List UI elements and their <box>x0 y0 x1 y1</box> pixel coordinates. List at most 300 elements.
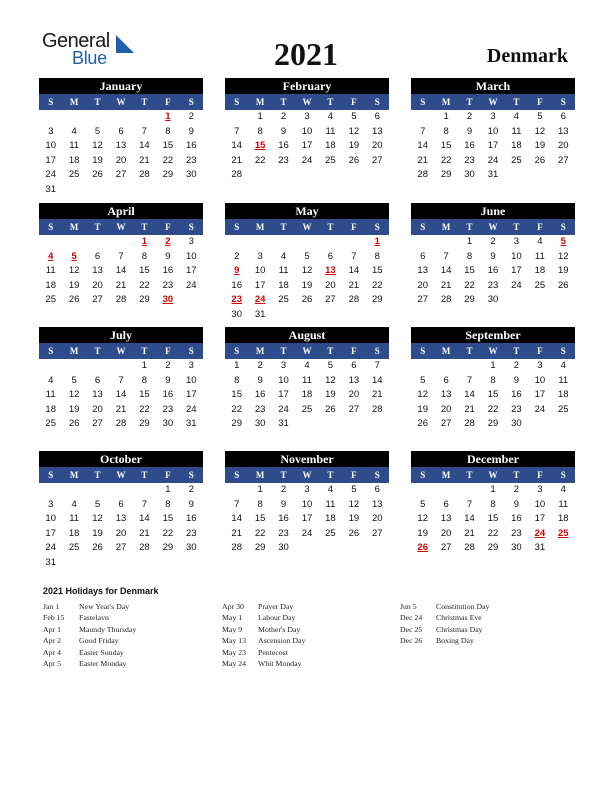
weekday-label: M <box>69 470 79 480</box>
day-cell: 29 <box>487 418 499 429</box>
week-row <box>411 512 575 527</box>
day-cell: 6 <box>374 111 380 122</box>
day-cell <box>528 168 551 183</box>
day-cell: 17 <box>487 140 499 151</box>
day-cell <box>86 359 109 374</box>
day-cell: 27 <box>440 542 452 553</box>
day-cell <box>180 293 203 308</box>
day-cell: 4 <box>280 250 287 262</box>
day-cell: 2 <box>280 484 287 495</box>
day-cell: 26 <box>92 542 103 553</box>
day-cell: 19 <box>325 389 336 400</box>
day-cell: 8 <box>165 125 171 137</box>
day-cell: 7 <box>466 374 473 386</box>
day-cell: 5 <box>560 236 566 247</box>
day-cell: 1 <box>257 111 263 122</box>
day-cell: 7 <box>141 498 148 510</box>
day-cell: 2 <box>188 111 194 122</box>
day-cell <box>458 483 481 498</box>
day-cell: 26 <box>417 418 428 429</box>
day-cell: 25 <box>557 527 569 539</box>
day-cell <box>180 556 203 571</box>
day-cell: 31 <box>45 183 56 195</box>
day-cell: 22 <box>487 527 499 539</box>
weekday-label: F <box>351 97 357 107</box>
day-cell: 6 <box>327 250 334 262</box>
day-cell: 30 <box>254 418 266 429</box>
month-november <box>225 451 389 556</box>
day-cell: 22 <box>254 154 266 166</box>
day-cell: 7 <box>420 125 426 137</box>
weekday-label: S <box>234 346 240 356</box>
day-cell <box>272 235 295 250</box>
day-cell <box>434 235 457 250</box>
day-cell: 11 <box>558 498 569 510</box>
day-cell: 27 <box>440 418 452 429</box>
holiday-date: Apr 30 <box>222 602 244 611</box>
day-cell: 7 <box>141 125 148 137</box>
day-cell: 3 <box>188 360 194 371</box>
day-cell: 22 <box>139 403 150 415</box>
day-cell: 21 <box>115 403 127 415</box>
weekday-label: F <box>351 222 357 232</box>
day-cell <box>295 308 318 323</box>
day-cell: 20 <box>92 403 103 415</box>
day-cell: 26 <box>557 279 569 291</box>
day-cell: 29 <box>139 294 150 305</box>
day-cell: 21 <box>115 279 127 291</box>
week-row <box>225 417 389 432</box>
day-cell: 4 <box>71 125 77 137</box>
weekday-label: M <box>441 97 451 107</box>
day-cell <box>109 483 132 498</box>
day-cell: 22 <box>139 279 150 291</box>
weekday-label: W <box>302 222 312 232</box>
day-cell: 30 <box>487 294 499 305</box>
day-cell: 30 <box>511 418 522 429</box>
weekday-label: S <box>234 97 240 107</box>
day-cell: 4 <box>304 360 310 371</box>
day-cell: 3 <box>513 236 520 247</box>
day-cell: 1 <box>165 111 171 122</box>
weekday-label: S <box>188 346 194 356</box>
day-cell: 26 <box>348 154 360 166</box>
day-cell: 5 <box>537 111 543 122</box>
day-cell: 14 <box>115 265 127 276</box>
day-cell: 10 <box>534 374 546 386</box>
weekday-label: T <box>513 97 520 107</box>
day-cell <box>109 556 132 571</box>
day-cell: 16 <box>464 140 475 151</box>
week-row <box>39 168 203 183</box>
weekday-header <box>411 94 575 110</box>
day-cell: 11 <box>278 265 289 276</box>
day-cell: 19 <box>417 403 428 415</box>
holiday-column <box>400 601 570 647</box>
holiday-date: Dec 26 <box>400 636 423 646</box>
day-cell: 28 <box>139 169 150 180</box>
day-cell: 18 <box>45 279 56 291</box>
day-cell <box>133 183 156 198</box>
month-title: June <box>411 203 575 219</box>
weekday-label: S <box>188 222 194 232</box>
logo-text-general: General <box>42 30 110 52</box>
day-cell: 28 <box>115 294 127 305</box>
day-cell: 23 <box>511 403 522 415</box>
weekday-header <box>225 219 389 235</box>
weekday-label: M <box>441 222 451 232</box>
holiday-name: Easter Sunday <box>79 647 124 657</box>
day-cell: 12 <box>417 513 428 524</box>
day-cell: 25 <box>68 169 80 180</box>
week-row <box>225 527 389 542</box>
week-row <box>39 483 203 498</box>
day-cell: 13 <box>371 125 383 137</box>
week-row <box>225 403 389 418</box>
day-cell: 18 <box>557 389 569 400</box>
day-cell: 8 <box>443 125 449 137</box>
day-cell: 8 <box>165 498 171 510</box>
day-cell: 14 <box>417 140 428 151</box>
day-cell <box>133 556 156 571</box>
day-cell: 21 <box>231 154 242 166</box>
weekday-label: M <box>255 222 265 232</box>
day-cell: 24 <box>185 279 197 291</box>
day-cell <box>39 483 62 498</box>
day-cell: 21 <box>440 279 452 291</box>
weekday-label: S <box>48 222 54 232</box>
day-cell: 9 <box>188 498 194 510</box>
day-cell: 17 <box>278 389 289 400</box>
month-june <box>411 203 575 308</box>
day-cell: 2 <box>513 484 520 495</box>
day-cell: 26 <box>325 403 336 415</box>
holiday-name: New Year's Day <box>79 602 130 611</box>
day-cell: 13 <box>348 374 360 386</box>
day-cell: 23 <box>185 154 197 166</box>
day-cell: 3 <box>48 498 54 510</box>
day-cell: 22 <box>162 527 174 539</box>
day-cell: 3 <box>537 360 543 371</box>
day-cell: 27 <box>115 542 127 553</box>
week-row <box>225 483 389 498</box>
day-cell: 20 <box>440 527 452 539</box>
day-cell: 17 <box>534 513 546 524</box>
holiday-item <box>43 658 213 669</box>
holiday-name: Christmas Eve <box>436 613 482 623</box>
day-cell: 27 <box>92 418 103 429</box>
holiday-name: Boxing Day <box>436 636 474 646</box>
weekday-label: M <box>255 470 265 480</box>
day-cell <box>342 308 365 323</box>
day-cell: 8 <box>490 498 496 510</box>
day-cell: 10 <box>301 125 313 137</box>
day-cell: 9 <box>280 498 287 510</box>
week-row <box>225 541 389 556</box>
weekday-label: T <box>94 470 101 480</box>
day-cell: 12 <box>557 250 569 262</box>
day-cell <box>319 235 342 250</box>
weekday-label: F <box>351 470 357 480</box>
day-cell <box>552 417 575 432</box>
day-cell: 25 <box>325 154 336 166</box>
weekday-label: T <box>513 470 520 480</box>
weekday-label: W <box>488 97 498 107</box>
weekday-label: T <box>327 97 334 107</box>
day-cell <box>411 110 434 125</box>
day-cell: 10 <box>301 498 313 510</box>
day-cell: 13 <box>440 513 452 524</box>
day-cell: 1 <box>141 360 148 371</box>
week-row <box>39 279 203 294</box>
weekday-label: T <box>280 222 287 232</box>
weekday-label: T <box>141 97 148 107</box>
week-row <box>411 293 575 308</box>
week-row <box>39 512 203 527</box>
day-cell <box>272 308 295 323</box>
weekday-label: F <box>165 470 171 480</box>
holiday-item <box>222 658 392 669</box>
day-cell: 12 <box>325 374 336 386</box>
day-cell: 9 <box>234 265 240 276</box>
month-title: April <box>39 203 203 219</box>
day-cell <box>552 293 575 308</box>
day-cell: 29 <box>162 542 174 553</box>
week-row <box>39 359 203 374</box>
day-cell: 24 <box>511 279 522 291</box>
day-cell: 19 <box>68 403 80 415</box>
weekday-label: T <box>513 222 520 232</box>
day-cell: 12 <box>68 389 80 400</box>
day-cell: 16 <box>185 140 197 151</box>
holiday-item <box>222 612 392 623</box>
week-row <box>411 125 575 140</box>
weekday-label: T <box>141 346 148 356</box>
day-cell: 18 <box>511 140 522 151</box>
weekday-label: W <box>116 97 126 107</box>
day-cell: 14 <box>139 140 150 151</box>
holiday-date: May 24 <box>222 658 247 668</box>
day-cell: 1 <box>374 236 380 247</box>
holiday-item <box>43 601 213 612</box>
week-row <box>411 154 575 169</box>
month-march <box>411 78 575 183</box>
weekday-label: S <box>374 346 380 356</box>
holiday-column <box>43 601 213 669</box>
day-cell: 12 <box>92 140 103 151</box>
month-january <box>39 78 203 197</box>
holiday-date: Apr 2 <box>43 636 61 646</box>
day-cell: 24 <box>487 154 499 166</box>
holiday-item <box>43 612 213 623</box>
month-title: March <box>411 78 575 94</box>
day-cell: 28 <box>139 542 150 553</box>
day-cell: 24 <box>534 403 546 415</box>
day-cell: 19 <box>92 154 103 166</box>
day-cell: 13 <box>115 140 127 151</box>
day-cell: 17 <box>185 389 197 400</box>
week-row <box>39 183 203 198</box>
holiday-name: Labour Day <box>258 613 296 623</box>
holiday-name: Ascension Day <box>258 636 306 646</box>
weekday-label: S <box>234 222 240 232</box>
day-cell: 26 <box>417 542 428 553</box>
day-cell <box>62 110 85 125</box>
weekday-label: W <box>488 222 498 232</box>
day-cell: 21 <box>348 279 360 291</box>
day-cell: 25 <box>557 403 569 415</box>
day-cell: 28 <box>115 418 127 429</box>
weekday-label: F <box>537 346 543 356</box>
holiday-item <box>222 601 392 612</box>
day-cell: 5 <box>71 250 77 262</box>
weekday-label: S <box>420 222 426 232</box>
day-cell <box>86 235 109 250</box>
day-cell: 19 <box>348 513 360 524</box>
month-may <box>225 203 389 322</box>
day-cell: 23 <box>231 294 242 305</box>
weekday-label: T <box>466 470 473 480</box>
day-cell: 15 <box>487 513 499 524</box>
week-row <box>411 264 575 279</box>
day-cell: 18 <box>534 265 546 276</box>
day-cell <box>319 168 342 183</box>
day-cell: 27 <box>371 154 383 166</box>
day-cell: 26 <box>348 527 360 539</box>
day-cell: 2 <box>165 360 171 371</box>
weekday-label: T <box>466 97 473 107</box>
day-cell: 25 <box>45 294 56 305</box>
holiday-item <box>400 601 570 612</box>
weekday-label: T <box>280 470 287 480</box>
week-row <box>39 110 203 125</box>
week-row <box>411 250 575 265</box>
day-cell: 16 <box>162 389 174 400</box>
day-cell: 16 <box>231 279 242 291</box>
week-row <box>225 308 389 323</box>
day-cell: 18 <box>45 403 56 415</box>
day-cell: 3 <box>48 125 54 137</box>
month-september <box>411 327 575 432</box>
week-row <box>39 125 203 140</box>
weekday-label: M <box>441 346 451 356</box>
day-cell: 26 <box>534 154 546 166</box>
day-cell: 10 <box>511 250 522 262</box>
day-cell: 21 <box>464 403 475 415</box>
day-cell: 6 <box>560 111 566 122</box>
day-cell <box>86 483 109 498</box>
week-row <box>39 293 203 308</box>
day-cell: 9 <box>513 498 520 510</box>
month-title: February <box>225 78 389 94</box>
month-october <box>39 451 203 570</box>
day-cell: 12 <box>301 265 313 276</box>
day-cell <box>86 183 109 198</box>
day-cell: 8 <box>466 250 473 262</box>
day-cell <box>86 556 109 571</box>
country-name: Denmark <box>486 45 568 67</box>
weekday-label: S <box>374 470 380 480</box>
day-cell <box>109 110 132 125</box>
day-cell: 23 <box>162 403 174 415</box>
day-cell: 13 <box>371 498 383 510</box>
holiday-date: Feb 15 <box>43 613 65 623</box>
calendar-year: 2021 <box>274 36 338 72</box>
day-cell: 23 <box>185 527 197 539</box>
week-row <box>411 541 575 556</box>
weekday-label: W <box>302 97 312 107</box>
day-cell <box>62 235 85 250</box>
day-cell: 11 <box>302 374 312 386</box>
month-title: November <box>225 451 389 467</box>
weekday-label: W <box>488 346 498 356</box>
weekday-label: M <box>69 97 79 107</box>
weekday-label: S <box>234 470 240 480</box>
weekday-label: T <box>141 470 148 480</box>
holiday-item <box>222 647 392 658</box>
day-cell: 13 <box>417 265 428 276</box>
week-row <box>411 483 575 498</box>
weekday-label: T <box>94 222 101 232</box>
day-cell: 28 <box>464 542 475 553</box>
day-cell: 18 <box>278 279 289 291</box>
weekday-label: T <box>327 346 334 356</box>
day-cell: 31 <box>534 542 546 553</box>
day-cell: 9 <box>466 125 473 137</box>
day-cell: 7 <box>466 498 473 510</box>
weekday-header <box>411 343 575 359</box>
day-cell: 31 <box>278 418 289 429</box>
weekday-label: T <box>141 222 148 232</box>
day-cell: 13 <box>325 265 336 276</box>
weekday-label: S <box>48 346 54 356</box>
day-cell: 26 <box>68 294 80 305</box>
day-cell: 29 <box>371 294 383 305</box>
day-cell: 20 <box>371 513 383 524</box>
day-cell: 30 <box>162 418 174 429</box>
weekday-header <box>39 219 203 235</box>
day-cell: 14 <box>139 513 150 524</box>
day-cell: 5 <box>94 498 101 510</box>
week-row <box>225 235 389 250</box>
day-cell <box>248 168 271 183</box>
day-cell <box>458 359 481 374</box>
week-row <box>39 388 203 403</box>
week-row <box>225 359 389 374</box>
day-cell: 25 <box>534 279 546 291</box>
day-cell: 15 <box>371 265 383 276</box>
week-row <box>225 264 389 279</box>
day-cell: 21 <box>139 154 150 166</box>
week-row <box>411 359 575 374</box>
weekday-label: W <box>116 222 126 232</box>
day-cell: 12 <box>348 498 360 510</box>
day-cell: 19 <box>301 279 313 291</box>
weekday-header <box>411 219 575 235</box>
day-cell: 14 <box>464 389 475 400</box>
day-cell: 17 <box>534 389 546 400</box>
weekday-label: S <box>560 470 566 480</box>
day-cell: 29 <box>464 294 475 305</box>
day-cell: 30 <box>162 294 174 305</box>
weekday-label: S <box>560 346 566 356</box>
holiday-date: Dec 25 <box>400 624 423 634</box>
day-cell <box>528 417 551 432</box>
day-cell: 5 <box>351 111 357 122</box>
day-cell: 2 <box>280 111 287 122</box>
day-cell: 25 <box>511 154 522 166</box>
day-cell: 20 <box>557 140 569 151</box>
